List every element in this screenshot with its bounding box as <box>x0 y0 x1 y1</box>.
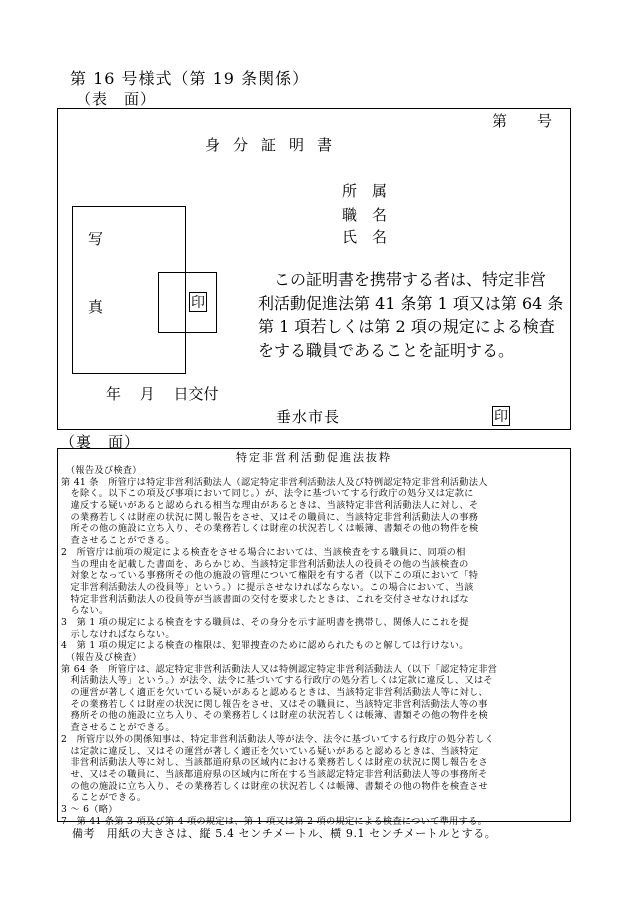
law-line: 2 所管庁は前項の規定による検査をさせる場合においては、当該検査をする職員に、同項の相 <box>61 546 466 558</box>
law-line: 非営利活動法人等に対し、当該都道府県の区域内における業務若しくは財産の状況に関し報告をさ <box>61 757 488 769</box>
certification-line: をする職員であることを証明する。 <box>258 340 515 360</box>
law-line: 利活動法人等」という。）が法令、法令に基づいてする行政庁の処分若しくは定款に違反し、又はそ <box>61 675 493 687</box>
document-title: 身分証明書 <box>205 136 346 154</box>
issuer-mayor: 垂水市長 <box>276 408 341 426</box>
law-line: 第 41 条 所管庁は特定非営利活動法人（認定特定非営利活動法人及び特例認定特定非営利活動法人 <box>61 476 488 488</box>
certification-line: 第 1 項若しくは第 2 項の規定による検査 <box>258 317 555 336</box>
law-line: 3 第 1 項の規定による検査をする職員は、その身分を示す証明書を携帯し、関係人にこれを提 <box>61 616 469 628</box>
certification-line: 利活動促進法第 41 条第 1 項又は第 64 条 <box>258 293 564 313</box>
law-line: の他の施設に立ち入り、その業務若しくは財産の状況若しくは帳簿、書類その他の物件を検査させ <box>61 780 488 792</box>
law-line: ることができる。 <box>61 792 147 804</box>
card-number-label: 第 号 <box>492 112 553 130</box>
field-position: 職名 <box>342 206 403 224</box>
field-affiliation: 所属 <box>342 182 403 200</box>
law-line: 特定非営利活動法人の役員等が当該書面の交付を要求したときは、これを交付させなければな <box>61 593 469 605</box>
law-line: せ、又はその職員に、当該都道府県の区域内に所在する当該認定特定非営利活動法人等の事務所そ <box>61 768 488 780</box>
law-line: （報告及び検査） <box>61 465 142 476</box>
law-line: 2 所管庁以外の関係知事は、特定非営利活動法人等が法令、法令に基づいてする行政庁の処分若しく <box>61 733 495 745</box>
law-line: 7 第 41 条第 3 項及び第 4 項の規定は、第 1 項又は第 2 項の規定による検査について準用する。 <box>61 815 488 827</box>
law-line: を除く。以下この項及び事項において同じ。）が、法令に基づいてする行政庁の処分又は定款に <box>61 488 474 500</box>
law-line: （報告及び検査） <box>61 652 142 663</box>
paper-size-remark: 備考 用紙の大きさは、縦 5.4 センチメートル、横 9.1 センチメートルとする。 <box>72 827 497 840</box>
law-excerpt-text <box>61 465 567 827</box>
law-line: の業務若しくは財産の状況に関し報告をさせ、又はその職員に、当該特定非営利活動法人の事務 <box>61 511 479 523</box>
law-line: 対象となっている事務所その他の施設の管理について権限を有する者（以下この項において「特 <box>61 570 479 582</box>
law-line: の運営が著しく適正を欠いている疑いがあると認めるときは、当該特定非営利活動法人等に対し、 <box>61 687 488 699</box>
law-line: 所その他の施設に立ち入り、その業務若しくは財産の状況若しくは帳簿、書類その他の物件を検 <box>61 523 479 535</box>
seal-overlap-box <box>158 272 217 333</box>
seal-mark-photo: 印 <box>189 292 207 312</box>
law-excerpt-title: 特定非営利活動促進法抜粋 <box>236 451 392 464</box>
law-line: らない。 <box>61 605 109 617</box>
law-line: 査させることができる。 <box>61 535 175 547</box>
law-line: 3 ～ 6（略） <box>61 803 118 815</box>
issue-date: 年 月 日交付 <box>106 385 219 403</box>
back-side-label: （裏 面） <box>60 433 141 451</box>
law-line: は定款に違反し、又はその運営が著しく適正を欠いている疑いがあると認めるときは、当該特定 <box>61 745 479 757</box>
seal-mark-mayor: 印 <box>492 406 510 426</box>
law-line: その業務若しくは財産の状況に関し報告をさせ、又はその職員に、当該特定非営利活動法人等の事 <box>61 698 488 710</box>
law-line: 務所その他の施設に立ち入り、その業務若しくは財産の状況若しくは帳簿、書類その他の物件を検 <box>61 710 488 722</box>
form-title: 第 16 号様式（第 19 条関係） <box>70 69 310 88</box>
photo-label-char-2: 真 <box>88 298 104 316</box>
certification-line: この証明書を携帯する者は、特定非営 <box>258 270 547 289</box>
law-line: 査させることができる。 <box>61 722 175 734</box>
field-name: 氏名 <box>342 228 403 246</box>
law-line: 違反する疑いがあると認められる相当な理由があるときは、当該特定非営利活動法人に対し、そ <box>61 500 479 512</box>
front-side-label: （表 面） <box>76 90 157 108</box>
law-line: 当の理由を記載した書面を、あらかじめ、当該特定非営利活動法人の役員その他の当該検査の <box>61 558 469 570</box>
photo-label-char-1: 写 <box>88 230 104 248</box>
law-line: 4 第 1 項の規定による検査の権限は、犯罪捜査のために認められたものと解しては行けない。 <box>61 640 469 652</box>
law-line: 第 64 条 所管庁は、認定特定非営利活動法人又は特例認定特定非営利活動法人（以下「認定特定非営 <box>61 663 498 675</box>
law-line: 定非営利活動法人の役員等」という。）に提示させなければならない。この場合において、当該 <box>61 581 474 593</box>
certification-text <box>258 268 568 362</box>
law-line: 示しなければならない。 <box>61 628 175 640</box>
